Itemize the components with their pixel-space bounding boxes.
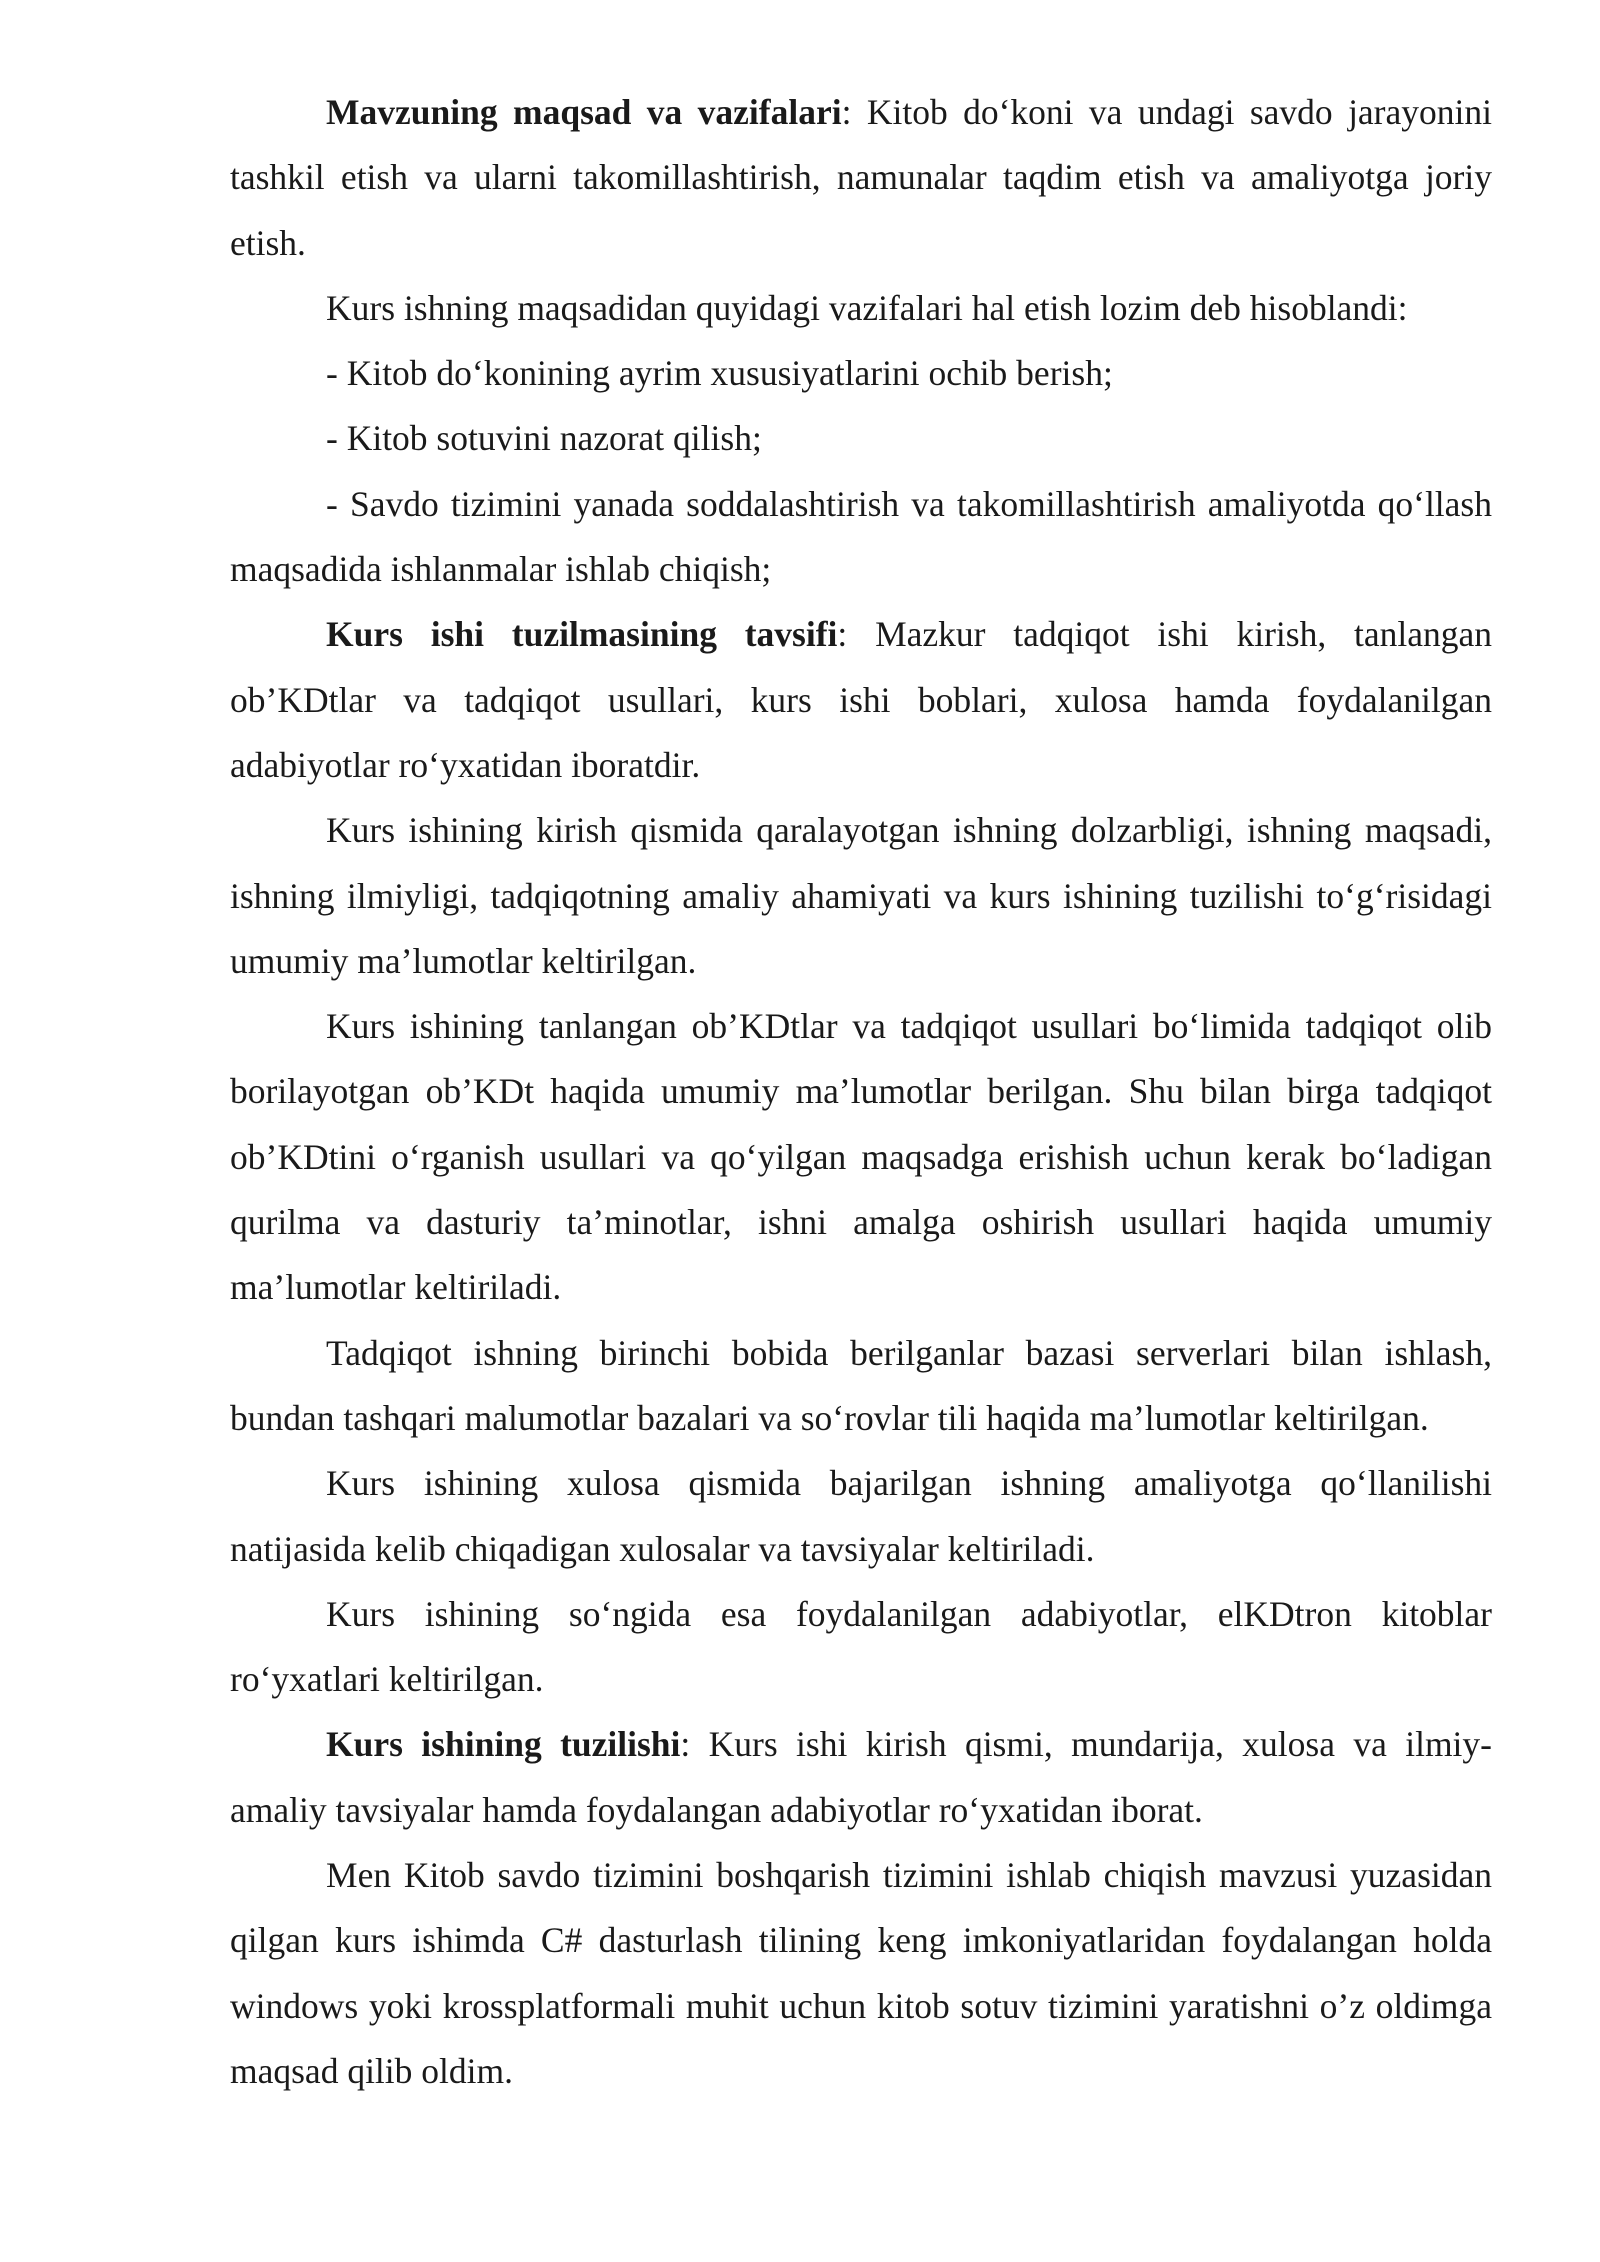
paragraph-text: Tadqiqot ishning birinchi bobida berilganlar bazasi serverlari bilan ishlash, bundan tashqari malumotlar bazalari va so‘rovlar tili haqida ma’lumotlar keltirilgan. <box>230 1332 1492 1438</box>
paragraph-tasks-intro <box>230 276 1492 341</box>
paragraph-objects-methods <box>230 994 1492 1320</box>
heading-structure-description: Kurs ishi tuzilmasining tavsifi <box>326 614 838 655</box>
paragraph-text: : Kitob do‘koni va undagi savdo jarayonini tashkil etish va ularni takomillashtirish, namunalar taqdim etish va amaliyotga joriy etish. <box>230 92 1492 263</box>
paragraph-text: - Kitob do‘konining ayrim xususiyatlarini ochib berish; <box>326 353 1113 394</box>
paragraph-structure-description <box>230 602 1492 798</box>
paragraph-first-chapter <box>230 1321 1492 1452</box>
list-item-task <box>230 406 1492 471</box>
list-item-task <box>230 341 1492 406</box>
paragraph-text: Kurs ishning maqsadidan quyidagi vazifalari hal etish lozim deb hisoblandi: <box>326 287 1408 328</box>
paragraph-text: Kurs ishining kirish qismida qaralayotgan ishning dolzarbligi, ishning maqsadi, ishning ilmiyligi, tadqiqotning amaliy ahamiyati va kurs ishining tuzilishi to‘g‘risidagi umumiy ma’lumotlar keltirilgan. <box>230 810 1492 981</box>
heading-goals: Mavzuning maqsad va vazifalari <box>326 92 842 132</box>
paragraph-conclusion <box>230 1451 1492 1582</box>
paragraph-text: : Mazkur tadqiqot ishi kirish, tanlangan ob’KDtlar va tadqiqot usullari, kurs ishi boblari, xulosa hamda foydalanilgan adabiyotlar ro‘yxatidan iboratdir. <box>230 614 1493 785</box>
paragraph-text: - Kitob sotuvini nazorat qilish; <box>326 418 762 459</box>
heading-structure: Kurs ishining tuzilishi <box>326 1724 681 1765</box>
paragraph-introduction <box>230 798 1492 994</box>
paragraph-goals <box>230 80 1492 276</box>
paragraph-structure <box>230 1712 1492 1843</box>
paragraph-text: Kurs ishining so‘ngida esa foydalanilgan adabiyotlar, elKDtron kitoblar ro‘yxatlari keltirilgan. <box>230 1593 1492 1700</box>
list-item-task <box>230 472 1492 603</box>
paragraph-text: Kurs ishining tanlangan ob’KDtlar va tadqiqot usullari bo‘limida tadqiqot olib borilayotgan ob’KDt haqida umumiy ma’lumotlar berilgan. Shu bilan birga tadqiqot ob’KDtini o‘rganish usullari va qo‘yilgan maqsadga erishish uchun kerak bo‘ladigan qurilma va dasturiy ta’minotlar, ishni amalga oshirish usullari haqida umumiy ma’lumotlar keltiriladi. <box>230 1006 1492 1308</box>
paragraph-text: : Kurs ishi kirish qismi, mundarija, xulosa va ilmiy-amaliy tavsiyalar hamda foydalangan adabiyotlar ro‘yxatidan iborat. <box>230 1724 1492 1830</box>
paragraph-references <box>230 1582 1492 1713</box>
paragraph-text: - Savdo tizimini yanada soddalashtirish va takomillashtirish amaliyotda qo‘llash maqsadida ishlanmalar ishlab chiqish; <box>230 483 1492 590</box>
paragraph-personal-goal <box>230 1843 1492 2104</box>
paragraph-text: Kurs ishining xulosa qismida bajarilgan ishning amaliyotga qo‘llanilishi natijasida kelib chiqadigan xulosalar va tavsiyalar keltiriladi. <box>230 1463 1492 1569</box>
document-body <box>230 80 1492 2104</box>
paragraph-text: Men Kitob savdo tizimini boshqarish tizimini ishlab chiqish mavzusi yuzasidan qilgan kurs ishimda C# dasturlash tilining keng imkoniyatlaridan foydalangan holda windows yoki krossplatformali muhit uchun kitob sotuv tizimini yaratishni o’z oldimga maqsad qilib oldim. <box>230 1855 1492 2091</box>
